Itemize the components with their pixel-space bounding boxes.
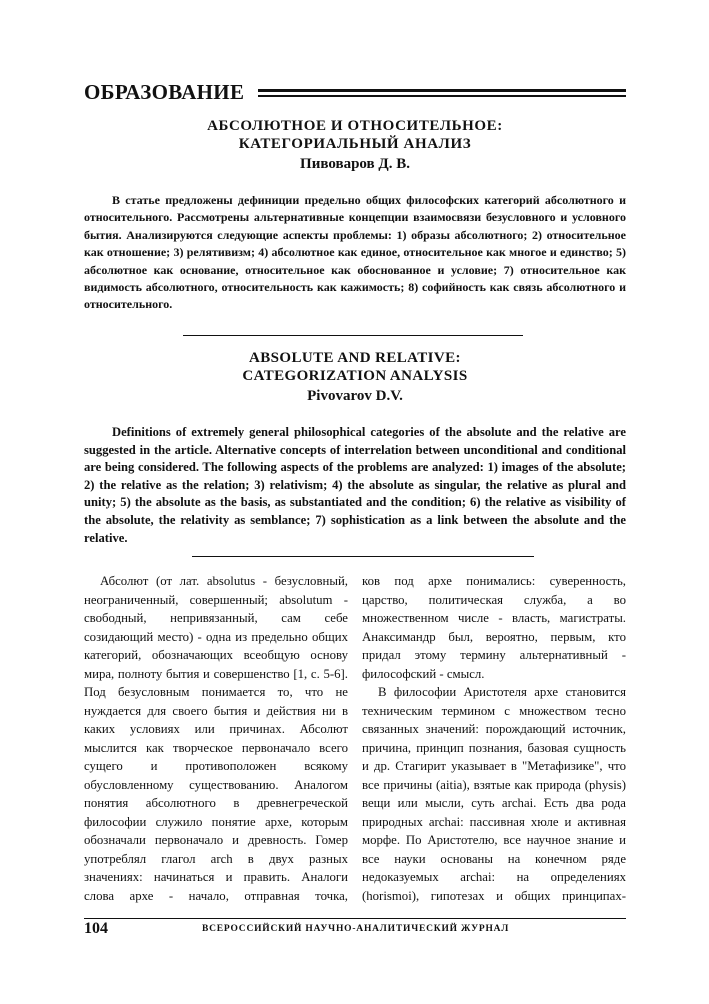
page-number: 104 [84,920,108,937]
journal-name: ВСЕРОССИЙСКИЙ НАУЧНО-АНАЛИТИЧЕСКИЙ ЖУРНАЛ [202,924,510,934]
en-article-title [84,349,626,385]
body-paragraph: ков под архе понимались: суверенность, царство, политическая служба, а во множественном числе - власть, магистраты. Анаксимандр был, вероятно, первым, кто придал этому термину альтернативный - философский - смысл. [362,574,626,681]
body-paragraph: Абсолют (от лат. absolutus - безусловный, неограниченный, совершенный; absolutum - свободный, непривязанный, сам себе созидающий место) - одна из предельно общих категорий, обозначающих всеобщую основу мира, полноту бытия и совершенство [1, с. 5-6]. Под безусловным понимается то, что не нуждается для своего бытия и действия ни в каких условиях или причинах. Абсолют мыслится как творческое первоначало всего сущего и противоположен всякому обусловленному существованию. Аналогом понятия абсолютного в древнегреческой философии служило понятие архе, которым обозначали первоначало и древность. Гомер употреблял глагол arch в двух разных значениях: начинаться и править. Аналоги слова архе - начало, отправная точка, [84,574,348,903]
body-column-left [84,572,348,907]
section-rule-thick [258,89,626,92]
body-column-right [362,572,626,907]
ru-abstract: В статье предложены дефиниции предельно общих философских категорий абсолютного и относительного. Рассмотрены альтернативные концепции взаимосвязи безусловного и условного бытия. Анализируются следующие аспекты проблемы: 1) образы абсолютного; 2) относительное как отношение; 3) релятивизм; 4) абсолютное как единое, относительное как многое и единство; 5) абсолютное как основание, относительное как обоснованное и условие; 7) относительное как видимость абсолютного, относительность как кажимость; 8) софийность как связь абсолютного и относительного. [84,193,626,312]
en-title-line1: ABSOLUTE AND RELATIVE: [249,350,461,366]
en-author: Pivovarov D.V. [307,388,403,404]
en-title-line2: CATEGORIZATION ANALYSIS [242,368,468,384]
section-rule-thin [258,95,626,97]
section-title: ОБРАЗОВАНИЕ [84,80,245,104]
section-title-rule [258,89,626,98]
body-divider [192,556,534,557]
abstract-divider [183,335,523,336]
footer-rule [84,918,626,919]
body-paragraph: В философии Аристотеля архе становится техническим термином с множеством тесно связанных значений: порождающий источник, причина, принцип познания, базовая сущность и др. Стагирит указывает в "Метафизике", что все причины (aitia), взятые как природа (physis) вещи или мысли, суть archai. Есть два рода природных archai: пассивная хюле и активная морфе. По Аристотелю, все научное знание и все науки основаны на конечном ряде недоказуемых archai: на определениях (horismoi), гипотезах и общих принципах- [362,685,626,903]
en-abstract: Definitions of extremely general philosophical categories of the absolute and the relative are suggested in the article. Alternative concepts of interrelation between unconditional and conditional are being considered. The following aspects of the problems are analyzed: 1) images of the absolute; 2) the relative as the relation; 3) relativism; 4) the absolute as singular, the relative as plural and unity; 5) the absolute as the basis, as substantiated and the condition; 6) the relative as visibility of the absolute, the relativity as semblance; 7) sophistication as a link between the absolute and the relative. [84,425,626,545]
ru-title-line2: КАТЕГОРИАЛЬНЫЙ АНАЛИЗ [238,136,472,152]
ru-title-line1: АБСОЛЮТНОЕ И ОТНОСИТЕЛЬНОЕ: [207,118,503,134]
ru-article-title [84,117,626,153]
ru-author: Пивоваров Д. В. [300,156,410,172]
